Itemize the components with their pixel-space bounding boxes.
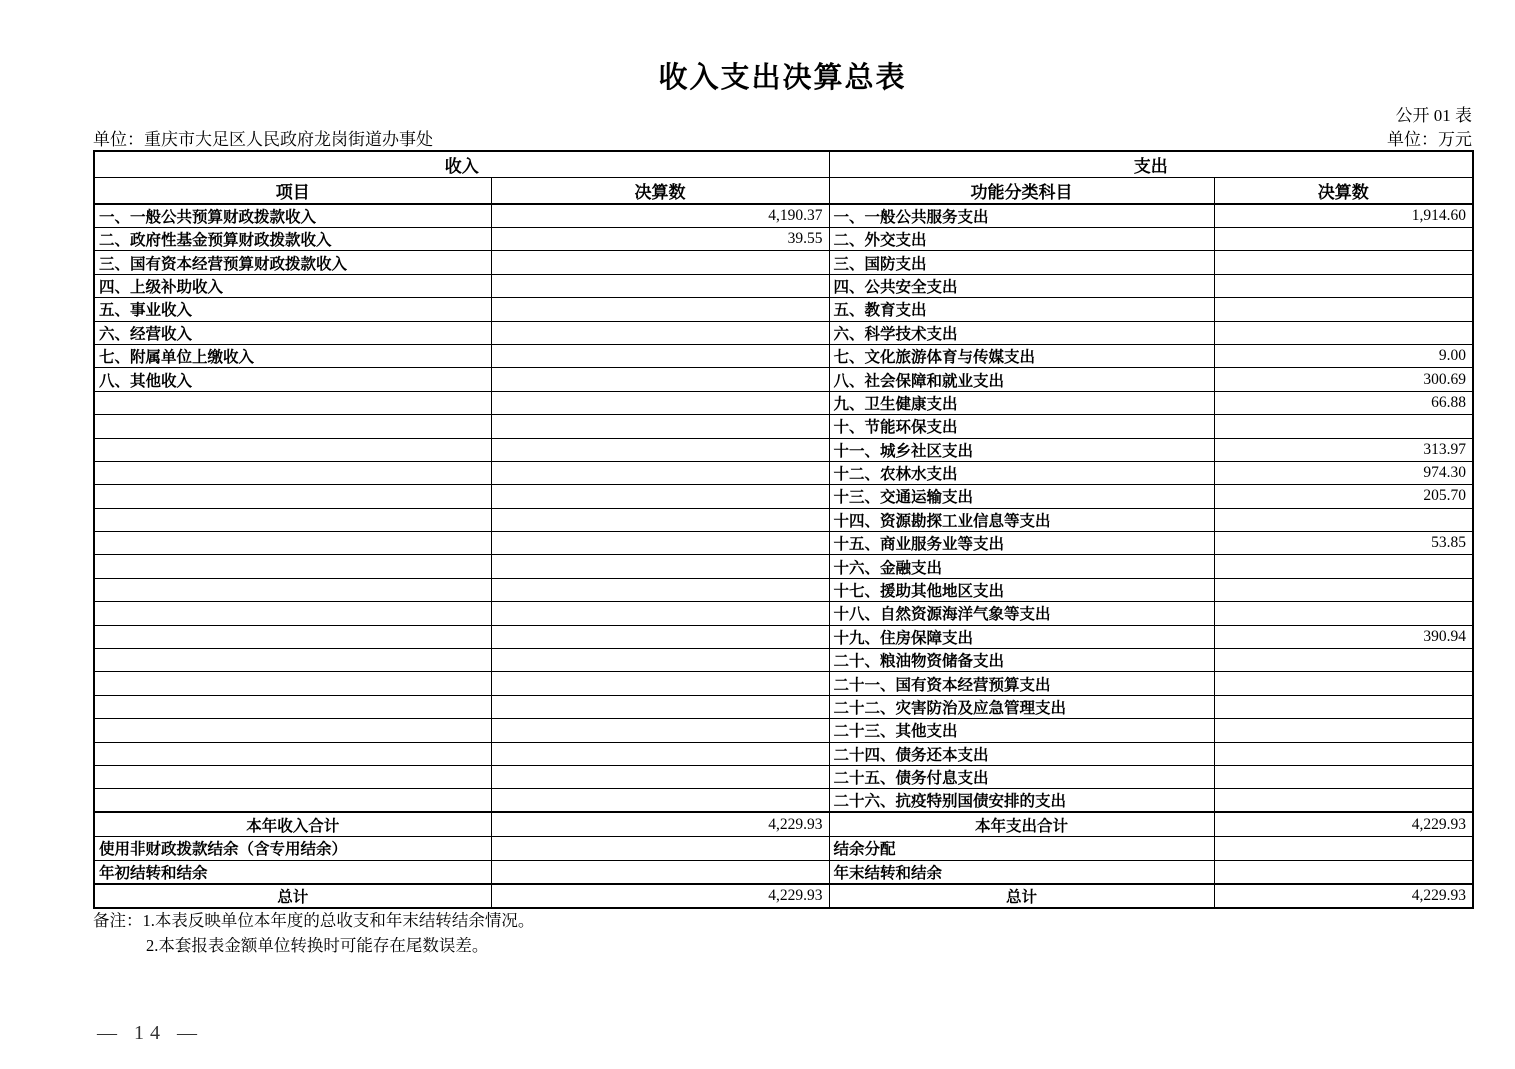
table-row (94, 204, 1473, 228)
expense-item-cell: 总计 (829, 884, 1214, 908)
income-amount-cell (491, 508, 829, 531)
income-amount-cell (491, 368, 829, 391)
expense-item-cell: 十八、自然资源海洋气象等支出 (829, 602, 1214, 625)
income-item-cell: 七、附属单位上缴收入 (94, 344, 491, 367)
income-item-cell (94, 461, 491, 484)
expense-amount-cell (1214, 251, 1473, 274)
income-item-cell (94, 625, 491, 648)
note-2-text: 2.本套报表金额单位转换时可能存在尾数误差。 (146, 936, 489, 955)
table-row (94, 695, 1473, 718)
income-amount-cell (491, 695, 829, 718)
table-row (94, 649, 1473, 672)
unit-currency: 单位：万元 (1387, 130, 1472, 149)
table-row (94, 298, 1473, 321)
expense-item-cell: 三、国防支出 (829, 251, 1214, 274)
income-item-cell (94, 508, 491, 531)
income-item-cell: 年初结转和结余 (94, 860, 491, 884)
income-item-cell: 八、其他收入 (94, 368, 491, 391)
income-item-cell (94, 578, 491, 601)
expense-amount-cell (1214, 695, 1473, 718)
expense-section-header: 支出 (829, 151, 1473, 178)
expense-amount-cell: 300.69 (1214, 368, 1473, 391)
income-item-cell: 使用非财政拨款结余（含专用结余） (94, 836, 491, 860)
table-row (94, 578, 1473, 601)
expense-amount-cell (1214, 672, 1473, 695)
income-section-header: 收入 (94, 151, 829, 178)
expense-amount-cell (1214, 555, 1473, 578)
income-item-cell (94, 695, 491, 718)
expense-item-cell: 二十一、国有资本经营预算支出 (829, 672, 1214, 695)
budget-table (93, 150, 1474, 909)
income-item-cell: 四、上级补助收入 (94, 274, 491, 297)
table-body (94, 204, 1473, 908)
income-item-cell: 一、一般公共预算财政拨款收入 (94, 204, 491, 228)
table-row (94, 884, 1473, 908)
table-row (94, 321, 1473, 344)
table-row (94, 344, 1473, 367)
expense-item-cell: 八、社会保障和就业支出 (829, 368, 1214, 391)
income-amount-cell (491, 649, 829, 672)
income-amount-cell (491, 625, 829, 648)
table-row (94, 368, 1473, 391)
expense-amount-cell: 4,229.93 (1214, 812, 1473, 836)
income-item-cell (94, 485, 491, 508)
income-item-cell (94, 391, 491, 414)
section-header-row (94, 151, 1473, 178)
table-row (94, 789, 1473, 813)
expense-item-cell: 二十二、灾害防治及应急管理支出 (829, 695, 1214, 718)
income-amount-cell (491, 321, 829, 344)
unit-name: 单位：重庆市大足区人民政府龙岗街道办事处 (93, 130, 433, 149)
table-row (94, 391, 1473, 414)
expense-item-cell: 四、公共安全支出 (829, 274, 1214, 297)
income-item-cell (94, 532, 491, 555)
notes (93, 908, 534, 958)
income-amount-cell (491, 344, 829, 367)
income-amount-cell (491, 532, 829, 555)
income-item-cell (94, 438, 491, 461)
expense-amount-cell (1214, 649, 1473, 672)
expense-amount-cell: 205.70 (1214, 485, 1473, 508)
income-item-cell (94, 649, 491, 672)
expense-item-cell: 二十五、债务付息支出 (829, 765, 1214, 788)
expense-item-cell: 年末结转和结余 (829, 860, 1214, 884)
income-amount-cell (491, 485, 829, 508)
expense-item-cell: 十四、资源勘探工业信息等支出 (829, 508, 1214, 531)
income-amount-cell (491, 836, 829, 860)
expense-amount-cell (1214, 274, 1473, 297)
expense-amount-cell (1214, 789, 1473, 813)
income-item-cell (94, 555, 491, 578)
note-line-1 (93, 908, 534, 933)
income-amount-cell (491, 391, 829, 414)
income-item-cell: 六、经营收入 (94, 321, 491, 344)
expense-item-cell: 六、科学技术支出 (829, 321, 1214, 344)
table-row (94, 602, 1473, 625)
expense-amount-cell: 66.88 (1214, 391, 1473, 414)
table-row (94, 765, 1473, 788)
table-row (94, 508, 1473, 531)
page-title: 收入支出决算总表 (658, 62, 907, 94)
expense-amount-cell (1214, 742, 1473, 765)
income-amount-cell (491, 251, 829, 274)
table-row (94, 438, 1473, 461)
table-row (94, 461, 1473, 484)
income-amount-cell: 39.55 (491, 228, 829, 251)
expense-amount-cell: 4,229.93 (1214, 884, 1473, 908)
income-amount-cell: 4,229.93 (491, 812, 829, 836)
expense-item-cell: 二、外交支出 (829, 228, 1214, 251)
income-amount-cell (491, 789, 829, 813)
notes-label: 备注： (93, 911, 143, 930)
expense-item-cell: 十二、农林水支出 (829, 461, 1214, 484)
expense-item-cell: 二十四、债务还本支出 (829, 742, 1214, 765)
income-item-cell: 五、事业收入 (94, 298, 491, 321)
table-row (94, 625, 1473, 648)
income-item-cell: 总计 (94, 884, 491, 908)
income-amount-cell (491, 298, 829, 321)
table-row (94, 719, 1473, 742)
expense-amount-cell (1214, 578, 1473, 601)
expense-amount-cell (1214, 228, 1473, 251)
expense-item-cell: 本年支出合计 (829, 812, 1214, 836)
table-row (94, 812, 1473, 836)
table-row (94, 742, 1473, 765)
expense-amount-cell: 313.97 (1214, 438, 1473, 461)
table-row (94, 251, 1473, 274)
table-row (94, 485, 1473, 508)
expense-amount-cell: 974.30 (1214, 461, 1473, 484)
income-amount-cell (491, 274, 829, 297)
table-row (94, 555, 1473, 578)
income-item-cell (94, 742, 491, 765)
col-header-expense-amount: 决算数 (1214, 178, 1473, 205)
expense-item-cell: 二十六、抗疫特别国债安排的支出 (829, 789, 1214, 813)
income-amount-cell (491, 555, 829, 578)
expense-amount-cell: 9.00 (1214, 344, 1473, 367)
expense-item-cell: 一、一般公共服务支出 (829, 204, 1214, 228)
expense-item-cell: 十七、援助其他地区支出 (829, 578, 1214, 601)
income-item-cell (94, 602, 491, 625)
table-row (94, 274, 1473, 297)
income-amount-cell (491, 461, 829, 484)
income-item-cell (94, 415, 491, 438)
expense-amount-cell (1214, 321, 1473, 344)
expense-amount-cell (1214, 602, 1473, 625)
expense-amount-cell: 390.94 (1214, 625, 1473, 648)
expense-amount-cell (1214, 860, 1473, 884)
income-item-cell (94, 719, 491, 742)
income-amount-cell (491, 742, 829, 765)
income-amount-cell (491, 415, 829, 438)
income-item-cell: 二、政府性基金预算财政拨款收入 (94, 228, 491, 251)
income-amount-cell: 4,229.93 (491, 884, 829, 908)
note-1-text: 1.本表反映单位本年度的总收支和年末结转结余情况。 (142, 911, 535, 930)
income-amount-cell (491, 860, 829, 884)
column-header-row (94, 178, 1473, 205)
expense-item-cell: 二十三、其他支出 (829, 719, 1214, 742)
expense-item-cell: 十六、金融支出 (829, 555, 1214, 578)
income-amount-cell: 4,190.37 (491, 204, 829, 228)
income-item-cell: 三、国有资本经营预算财政拨款收入 (94, 251, 491, 274)
income-amount-cell (491, 765, 829, 788)
col-header-income-amount: 决算数 (491, 178, 829, 205)
expense-amount-cell (1214, 719, 1473, 742)
table-row (94, 672, 1473, 695)
expense-item-cell: 十三、交通运输支出 (829, 485, 1214, 508)
expense-amount-cell (1214, 415, 1473, 438)
table-row (94, 860, 1473, 884)
note-line-2 (146, 933, 534, 958)
income-amount-cell (491, 438, 829, 461)
table-row (94, 228, 1473, 251)
income-amount-cell (491, 672, 829, 695)
expense-amount-cell: 1,914.60 (1214, 204, 1473, 228)
expense-amount-cell: 53.85 (1214, 532, 1473, 555)
expense-item-cell: 十、节能环保支出 (829, 415, 1214, 438)
col-header-income-item: 项目 (94, 178, 491, 205)
expense-item-cell: 结余分配 (829, 836, 1214, 860)
income-item-cell: 本年收入合计 (94, 812, 491, 836)
expense-item-cell: 十九、住房保障支出 (829, 625, 1214, 648)
expense-item-cell: 七、文化旅游体育与传媒支出 (829, 344, 1214, 367)
expense-amount-cell (1214, 508, 1473, 531)
income-amount-cell (491, 602, 829, 625)
table-row (94, 836, 1473, 860)
income-item-cell (94, 672, 491, 695)
table-row (94, 415, 1473, 438)
expense-item-cell: 十一、城乡社区支出 (829, 438, 1214, 461)
expense-item-cell: 十五、商业服务业等支出 (829, 532, 1214, 555)
expense-item-cell: 二十、粮油物资储备支出 (829, 649, 1214, 672)
expense-amount-cell (1214, 298, 1473, 321)
expense-amount-cell (1214, 836, 1473, 860)
table-row (94, 532, 1473, 555)
unit-row (93, 125, 1472, 150)
income-amount-cell (491, 719, 829, 742)
income-item-cell (94, 765, 491, 788)
expense-item-cell: 五、教育支出 (829, 298, 1214, 321)
expense-amount-cell (1214, 765, 1473, 788)
col-header-expense-item: 功能分类科目 (829, 178, 1214, 205)
table-code: 公开 01 表 (1395, 106, 1472, 125)
income-amount-cell (491, 578, 829, 601)
page-number: — 14 — (97, 1022, 203, 1044)
expense-item-cell: 九、卫生健康支出 (829, 391, 1214, 414)
income-item-cell (94, 789, 491, 813)
